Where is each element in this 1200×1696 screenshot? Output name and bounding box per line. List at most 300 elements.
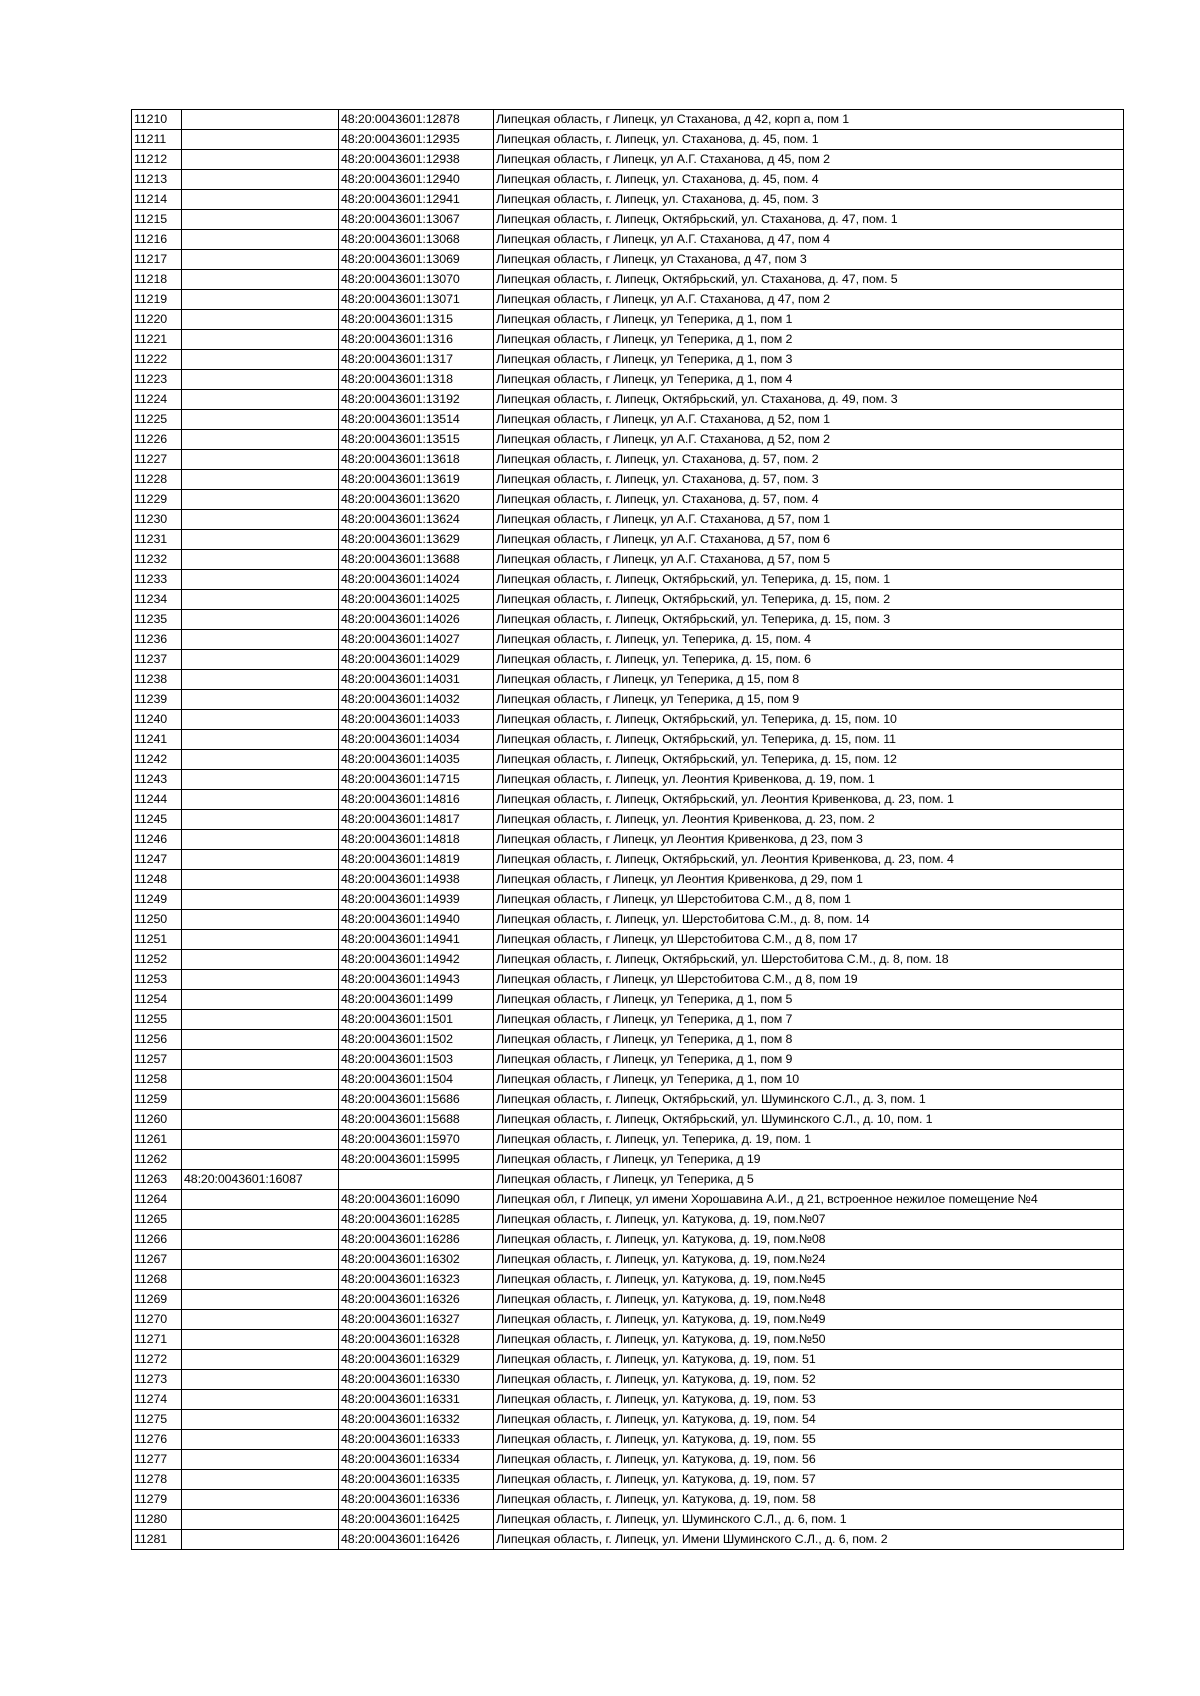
cadastral-number-cell: 48:20:0043601:14819 [339,850,494,870]
cadastral-number-cell: 48:20:0043601:15995 [339,1150,494,1170]
table-row [132,1410,1124,1430]
row-number-cell: 11266 [132,1230,182,1250]
address-cell: Липецкая область, г. Липецк, ул. Шуминского С.Л., д. 6, пом. 1 [494,1510,1124,1530]
cadastral-number-cell: 48:20:0043601:14942 [339,950,494,970]
row-number-cell: 11241 [132,730,182,750]
cadastral-number-cell: 48:20:0043601:14031 [339,670,494,690]
cadastral-number-alt-cell [182,1030,339,1050]
row-number-cell: 11228 [132,470,182,490]
row-number-cell: 11256 [132,1030,182,1050]
table-row [132,630,1124,650]
row-number-cell: 11278 [132,1470,182,1490]
cadastral-number-cell: 48:20:0043601:14035 [339,750,494,770]
address-cell: Липецкая область, г Липецк, ул Леонтия Кривенкова, д 29, пом 1 [494,870,1124,890]
table-row [132,130,1124,150]
row-number-cell: 11230 [132,510,182,530]
row-number-cell: 11275 [132,1410,182,1430]
address-cell: Липецкая область, г Липецк, ул А.Г. Стаханова, д 57, пом 1 [494,510,1124,530]
cadastral-number-alt-cell [182,1330,339,1350]
address-cell: Липецкая область, г. Липецк, ул. Катукова, д. 19, пом. 52 [494,1370,1124,1390]
address-cell: Липецкая область, г. Липецк, ул. Леонтия Кривенкова, д. 23, пом. 2 [494,810,1124,830]
cadastral-number-alt-cell [182,1010,339,1030]
address-cell: Липецкая область, г. Липецк, ул. Катукова, д. 19, пом. 55 [494,1430,1124,1450]
table-row [132,930,1124,950]
table-row [132,190,1124,210]
address-cell: Липецкая область, г. Липецк, ул. Стаханова, д. 57, пом. 2 [494,450,1124,470]
table-row [132,710,1124,730]
cadastral-number-alt-cell [182,530,339,550]
row-number-cell: 11271 [132,1330,182,1350]
row-number-cell: 11220 [132,310,182,330]
row-number-cell: 11231 [132,530,182,550]
cadastral-number-cell: 48:20:0043601:13068 [339,230,494,250]
row-number-cell: 11247 [132,850,182,870]
row-number-cell: 11219 [132,290,182,310]
cadastral-number-alt-cell [182,1070,339,1090]
address-cell: Липецкая область, г. Липецк, ул. Шерстобитова С.М., д. 8, пом. 14 [494,910,1124,930]
address-cell: Липецкая область, г Липецк, ул А.Г. Стаханова, д 52, пом 2 [494,430,1124,450]
cadastral-number-alt-cell [182,150,339,170]
address-cell: Липецкая область, г. Липецк, ул. Катукова, д. 19, пом. 54 [494,1410,1124,1430]
table-row [132,210,1124,230]
table-row [132,1430,1124,1450]
table-row [132,270,1124,290]
cadastral-number-cell: 48:20:0043601:16335 [339,1470,494,1490]
cadastral-number-cell: 48:20:0043601:14027 [339,630,494,650]
address-cell: Липецкая область, г. Липецк, Октябрьский, ул. Стаханова, д. 49, пом. 3 [494,390,1124,410]
table-row [132,1130,1124,1150]
cadastral-number-alt-cell [182,950,339,970]
row-number-cell: 11254 [132,990,182,1010]
cadastral-number-alt-cell [182,170,339,190]
row-number-cell: 11238 [132,670,182,690]
address-cell: Липецкая область, г Липецк, ул Теперика, д 1, пом 4 [494,370,1124,390]
table-row [132,810,1124,830]
table-row [132,1350,1124,1370]
cadastral-number-cell: 48:20:0043601:14024 [339,570,494,590]
cadastral-number-alt-cell [182,470,339,490]
row-number-cell: 11251 [132,930,182,950]
table-row [132,350,1124,370]
address-cell: Липецкая обл, г Липецк, ул имени Хорошавина А.И., д 21, встроенное нежилое помещение №4 [494,1190,1124,1210]
address-cell: Липецкая область, г. Липецк, ул. Катукова, д. 19, пом. 51 [494,1350,1124,1370]
cadastral-number-alt-cell [182,1190,339,1210]
row-number-cell: 11221 [132,330,182,350]
cadastral-number-alt-cell [182,1370,339,1390]
row-number-cell: 11227 [132,450,182,470]
table-row [132,150,1124,170]
table-row [132,1470,1124,1490]
row-number-cell: 11250 [132,910,182,930]
table-row [132,1330,1124,1350]
cadastral-number-alt-cell [182,430,339,450]
row-number-cell: 11226 [132,430,182,450]
cadastral-number-cell: 48:20:0043601:14817 [339,810,494,830]
address-cell: Липецкая область, г Липецк, ул Теперика, д 1, пом 1 [494,310,1124,330]
table-row [132,1250,1124,1270]
cadastral-number-alt-cell [182,1310,339,1330]
address-cell: Липецкая область, г Липецк, ул Шерстобитова С.М., д 8, пом 17 [494,930,1124,950]
row-number-cell: 11233 [132,570,182,590]
table-row [132,850,1124,870]
cadastral-number-cell: 48:20:0043601:14938 [339,870,494,890]
address-cell: Липецкая область, г Липецк, ул Стаханова, д 47, пом 3 [494,250,1124,270]
cadastral-number-alt-cell [182,1090,339,1110]
table-row [132,530,1124,550]
cadastral-number-alt-cell [182,910,339,930]
row-number-cell: 11244 [132,790,182,810]
table-row [132,970,1124,990]
cadastral-number-alt-cell [182,1130,339,1150]
address-cell: Липецкая область, г. Липецк, ул. Катукова, д. 19, пом.№24 [494,1250,1124,1270]
table-row [132,790,1124,810]
cadastral-number-alt-cell [182,1410,339,1430]
row-number-cell: 11242 [132,750,182,770]
cadastral-number-alt-cell [182,710,339,730]
cadastral-number-cell: 48:20:0043601:12940 [339,170,494,190]
cadastral-number-cell: 48:20:0043601:16331 [339,1390,494,1410]
address-cell: Липецкая область, г Липецк, ул Теперика, д 1, пом 8 [494,1030,1124,1050]
cadastral-number-cell: 48:20:0043601:16425 [339,1510,494,1530]
address-cell: Липецкая область, г. Липецк, ул. Стаханова, д. 45, пом. 3 [494,190,1124,210]
table-row [132,330,1124,350]
cadastral-number-alt-cell [182,670,339,690]
cadastral-number-cell: 48:20:0043601:12941 [339,190,494,210]
cadastral-number-cell: 48:20:0043601:14940 [339,910,494,930]
row-number-cell: 11234 [132,590,182,610]
cadastral-number-alt-cell [182,630,339,650]
cadastral-number-cell: 48:20:0043601:1317 [339,350,494,370]
cadastral-number-cell: 48:20:0043601:1315 [339,310,494,330]
table-row [132,670,1124,690]
table-row [132,510,1124,530]
cadastral-number-cell: 48:20:0043601:16333 [339,1430,494,1450]
address-cell: Липецкая область, г. Липецк, Октябрьский, ул. Теперика, д. 15, пом. 2 [494,590,1124,610]
table-row [132,1290,1124,1310]
cadastral-number-alt-cell [182,650,339,670]
cadastral-number-cell: 48:20:0043601:14816 [339,790,494,810]
table-row [132,430,1124,450]
address-cell: Липецкая область, г Липецк, ул А.Г. Стаханова, д 45, пом 2 [494,150,1124,170]
address-cell: Липецкая область, г Липецк, ул А.Г. Стаханова, д 57, пом 6 [494,530,1124,550]
cadastral-number-cell: 48:20:0043601:16329 [339,1350,494,1370]
cadastral-number-cell: 48:20:0043601:14939 [339,890,494,910]
address-cell: Липецкая область, г. Липецк, ул. Теперика, д. 15, пом. 6 [494,650,1124,670]
table-row [132,170,1124,190]
cadastral-number-alt-cell [182,750,339,770]
row-number-cell: 11222 [132,350,182,370]
row-number-cell: 11213 [132,170,182,190]
cadastral-number-alt-cell [182,190,339,210]
cadastral-number-cell: 48:20:0043601:16336 [339,1490,494,1510]
table-row [132,470,1124,490]
table-row [132,450,1124,470]
table-row [132,1190,1124,1210]
table-row [132,870,1124,890]
cadastral-number-cell: 48:20:0043601:12878 [339,110,494,130]
cadastral-number-alt-cell [182,990,339,1010]
cadastral-number-cell: 48:20:0043601:14033 [339,710,494,730]
table-row [132,910,1124,930]
table-row [132,1050,1124,1070]
table-row [132,250,1124,270]
cadastral-number-alt-cell [182,130,339,150]
table-row [132,1490,1124,1510]
cadastral-number-cell: 48:20:0043601:13620 [339,490,494,510]
address-cell: Липецкая область, г. Липецк, ул. Катукова, д. 19, пом.№07 [494,1210,1124,1230]
address-cell: Липецкая область, г. Липецк, ул. Стаханова, д. 45, пом. 4 [494,170,1124,190]
table-row [132,990,1124,1010]
property-table [131,109,1124,1550]
cadastral-number-alt-cell: 48:20:0043601:16087 [182,1170,339,1190]
row-number-cell: 11239 [132,690,182,710]
cadastral-number-alt-cell [182,1270,339,1290]
address-cell: Липецкая область, г Липецк, ул А.Г. Стаханова, д 47, пом 4 [494,230,1124,250]
cadastral-number-alt-cell [182,370,339,390]
address-cell: Липецкая область, г Липецк, ул Теперика, д 1, пом 10 [494,1070,1124,1090]
row-number-cell: 11259 [132,1090,182,1110]
cadastral-number-alt-cell [182,270,339,290]
cadastral-number-alt-cell [182,830,339,850]
cadastral-number-cell: 48:20:0043601:13069 [339,250,494,270]
cadastral-number-alt-cell [182,1350,339,1370]
cadastral-number-alt-cell [182,1230,339,1250]
address-cell: Липецкая область, г. Липецк, ул. Катукова, д. 19, пом. 57 [494,1470,1124,1490]
cadastral-number-cell: 48:20:0043601:1318 [339,370,494,390]
address-cell: Липецкая область, г Липецк, ул Теперика, д 1, пом 5 [494,990,1124,1010]
row-number-cell: 11263 [132,1170,182,1190]
cadastral-number-alt-cell [182,230,339,250]
row-number-cell: 11269 [132,1290,182,1310]
address-cell: Липецкая область, г. Липецк, Октябрьский, ул. Стаханова, д. 47, пом. 1 [494,210,1124,230]
row-number-cell: 11252 [132,950,182,970]
row-number-cell: 11267 [132,1250,182,1270]
cadastral-number-alt-cell [182,1250,339,1270]
cadastral-number-alt-cell [182,1430,339,1450]
row-number-cell: 11229 [132,490,182,510]
cadastral-number-alt-cell [182,330,339,350]
address-cell: Липецкая область, г Липецк, ул Теперика, д 1, пом 9 [494,1050,1124,1070]
cadastral-number-alt-cell [182,1490,339,1510]
cadastral-number-cell: 48:20:0043601:14943 [339,970,494,990]
cadastral-number-cell: 48:20:0043601:16302 [339,1250,494,1270]
cadastral-number-cell: 48:20:0043601:13067 [339,210,494,230]
table-row [132,750,1124,770]
cadastral-number-cell: 48:20:0043601:16286 [339,1230,494,1250]
address-cell: Липецкая область, г. Липецк, ул. Теперика, д. 15, пом. 4 [494,630,1124,650]
cadastral-number-alt-cell [182,690,339,710]
cadastral-number-alt-cell [182,250,339,270]
table-row [132,650,1124,670]
address-cell: Липецкая область, г. Липецк, ул. Катукова, д. 19, пом. 58 [494,1490,1124,1510]
table-row [132,1090,1124,1110]
row-number-cell: 11273 [132,1370,182,1390]
row-number-cell: 11236 [132,630,182,650]
cadastral-number-cell: 48:20:0043601:1501 [339,1010,494,1030]
row-number-cell: 11249 [132,890,182,910]
cadastral-number-alt-cell [182,810,339,830]
table-row [132,590,1124,610]
cadastral-number-cell: 48:20:0043601:14715 [339,770,494,790]
address-cell: Липецкая область, г. Липецк, ул. Катукова, д. 19, пом. 53 [494,1390,1124,1410]
table-row [132,570,1124,590]
cadastral-number-cell: 48:20:0043601:13192 [339,390,494,410]
table-row [132,490,1124,510]
table-row [132,230,1124,250]
row-number-cell: 11257 [132,1050,182,1070]
cadastral-number-cell: 48:20:0043601:13688 [339,550,494,570]
cadastral-number-cell: 48:20:0043601:16334 [339,1450,494,1470]
row-number-cell: 11217 [132,250,182,270]
cadastral-number-cell: 48:20:0043601:14025 [339,590,494,610]
table-row [132,550,1124,570]
cadastral-number-cell: 48:20:0043601:14029 [339,650,494,670]
row-number-cell: 11212 [132,150,182,170]
cadastral-number-cell: 48:20:0043601:13071 [339,290,494,310]
row-number-cell: 11274 [132,1390,182,1410]
cadastral-number-cell: 48:20:0043601:14034 [339,730,494,750]
cadastral-number-alt-cell [182,510,339,530]
address-cell: Липецкая область, г Липецк, ул Теперика, д 1, пом 2 [494,330,1124,350]
address-cell: Липецкая область, г. Липецк, Октябрьский, ул. Теперика, д. 15, пом. 1 [494,570,1124,590]
row-number-cell: 11225 [132,410,182,430]
table-row [132,1530,1124,1550]
row-number-cell: 11276 [132,1430,182,1450]
address-cell: Липецкая область, г. Липецк, ул. Катукова, д. 19, пом.№50 [494,1330,1124,1350]
table-row [132,690,1124,710]
cadastral-number-cell: 48:20:0043601:14026 [339,610,494,630]
row-number-cell: 11264 [132,1190,182,1210]
table-row [132,1210,1124,1230]
cadastral-number-cell: 48:20:0043601:15970 [339,1130,494,1150]
address-cell: Липецкая область, г. Липецк, Октябрьский, ул. Теперика, д. 15, пом. 10 [494,710,1124,730]
row-number-cell: 11258 [132,1070,182,1090]
cadastral-number-cell: 48:20:0043601:15686 [339,1090,494,1110]
row-number-cell: 11214 [132,190,182,210]
cadastral-number-alt-cell [182,390,339,410]
cadastral-number-cell: 48:20:0043601:16328 [339,1330,494,1350]
cadastral-number-cell: 48:20:0043601:13618 [339,450,494,470]
row-number-cell: 11223 [132,370,182,390]
table-row [132,1230,1124,1250]
row-number-cell: 11281 [132,1530,182,1550]
address-cell: Липецкая область, г Липецк, ул А.Г. Стаханова, д 47, пом 2 [494,290,1124,310]
table-row [132,110,1124,130]
cadastral-number-cell: 48:20:0043601:12935 [339,130,494,150]
row-number-cell: 11268 [132,1270,182,1290]
table-row [132,730,1124,750]
address-cell: Липецкая область, г. Липецк, Октябрьский, ул. Теперика, д. 15, пом. 3 [494,610,1124,630]
table-row [132,1510,1124,1530]
cadastral-number-alt-cell [182,1470,339,1490]
cadastral-number-cell: 48:20:0043601:16326 [339,1290,494,1310]
address-cell: Липецкая область, г. Липецк, Октябрьский, ул. Теперика, д. 15, пом. 11 [494,730,1124,750]
row-number-cell: 11277 [132,1450,182,1470]
table-row [132,1310,1124,1330]
cadastral-number-alt-cell [182,790,339,810]
cadastral-number-cell [339,1170,494,1190]
row-number-cell: 11248 [132,870,182,890]
cadastral-number-cell: 48:20:0043601:1499 [339,990,494,1010]
cadastral-number-cell: 48:20:0043601:16330 [339,1370,494,1390]
row-number-cell: 11215 [132,210,182,230]
row-number-cell: 11280 [132,1510,182,1530]
row-number-cell: 11218 [132,270,182,290]
cadastral-number-alt-cell [182,890,339,910]
table-row [132,410,1124,430]
cadastral-number-alt-cell [182,550,339,570]
cadastral-number-cell: 48:20:0043601:1504 [339,1070,494,1090]
row-number-cell: 11279 [132,1490,182,1510]
cadastral-number-alt-cell [182,970,339,990]
cadastral-number-cell: 48:20:0043601:13624 [339,510,494,530]
cadastral-number-alt-cell [182,870,339,890]
row-number-cell: 11260 [132,1110,182,1130]
cadastral-number-cell: 48:20:0043601:13514 [339,410,494,430]
row-number-cell: 11210 [132,110,182,130]
row-number-cell: 11246 [132,830,182,850]
cadastral-number-alt-cell [182,770,339,790]
cadastral-number-alt-cell [182,930,339,950]
cadastral-number-cell: 48:20:0043601:15688 [339,1110,494,1130]
address-cell: Липецкая область, г Липецк, ул Теперика, д 15, пом 8 [494,670,1124,690]
table-row [132,770,1124,790]
table-row [132,1370,1124,1390]
cadastral-number-cell: 48:20:0043601:13070 [339,270,494,290]
row-number-cell: 11237 [132,650,182,670]
cadastral-number-cell: 48:20:0043601:1316 [339,330,494,350]
row-number-cell: 11261 [132,1130,182,1150]
address-cell: Липецкая область, г. Липецк, ул. Катукова, д. 19, пом.№48 [494,1290,1124,1310]
address-cell: Липецкая область, г. Липецк, ул. Катукова, д. 19, пом.№49 [494,1310,1124,1330]
row-number-cell: 11243 [132,770,182,790]
cadastral-number-alt-cell [182,1390,339,1410]
address-cell: Липецкая область, г Липецк, ул Теперика, д 5 [494,1170,1124,1190]
row-number-cell: 11240 [132,710,182,730]
cadastral-number-cell: 48:20:0043601:16090 [339,1190,494,1210]
table-row [132,1170,1124,1190]
cadastral-number-cell: 48:20:0043601:13629 [339,530,494,550]
cadastral-number-alt-cell [182,350,339,370]
cadastral-number-cell: 48:20:0043601:16327 [339,1310,494,1330]
table-row [132,1030,1124,1050]
cadastral-number-cell: 48:20:0043601:14032 [339,690,494,710]
row-number-cell: 11216 [132,230,182,250]
address-cell: Липецкая область, г Липецк, ул Леонтия Кривенкова, д 23, пом 3 [494,830,1124,850]
table-row [132,830,1124,850]
address-cell: Липецкая область, г. Липецк, Октябрьский, ул. Теперика, д. 15, пом. 12 [494,750,1124,770]
address-cell: Липецкая область, г Липецк, ул Теперика, д 15, пом 9 [494,690,1124,710]
address-cell: Липецкая область, г Липецк, ул Теперика, д 19 [494,1150,1124,1170]
address-cell: Липецкая область, г Липецк, ул Стаханова, д 42, корп а, пом 1 [494,110,1124,130]
row-number-cell: 11253 [132,970,182,990]
cadastral-number-alt-cell [182,1290,339,1310]
cadastral-number-alt-cell [182,850,339,870]
cadastral-number-alt-cell [182,1110,339,1130]
cadastral-number-cell: 48:20:0043601:14941 [339,930,494,950]
address-cell: Липецкая область, г. Липецк, Октябрьский, ул. Шуминского С.Л., д. 10, пом. 1 [494,1110,1124,1130]
row-number-cell: 11270 [132,1310,182,1330]
table-row [132,310,1124,330]
table-row [132,890,1124,910]
address-cell: Липецкая область, г Липецк, ул Шерстобитова С.М., д 8, пом 1 [494,890,1124,910]
address-cell: Липецкая область, г. Липецк, Октябрьский, ул. Шерстобитова С.М., д. 8, пом. 18 [494,950,1124,970]
cadastral-number-alt-cell [182,410,339,430]
row-number-cell: 11262 [132,1150,182,1170]
table-row [132,370,1124,390]
address-cell: Липецкая область, г. Липецк, Октябрьский, ул. Стаханова, д. 47, пом. 5 [494,270,1124,290]
address-cell: Липецкая область, г. Липецк, ул. Стаханова, д. 57, пом. 4 [494,490,1124,510]
